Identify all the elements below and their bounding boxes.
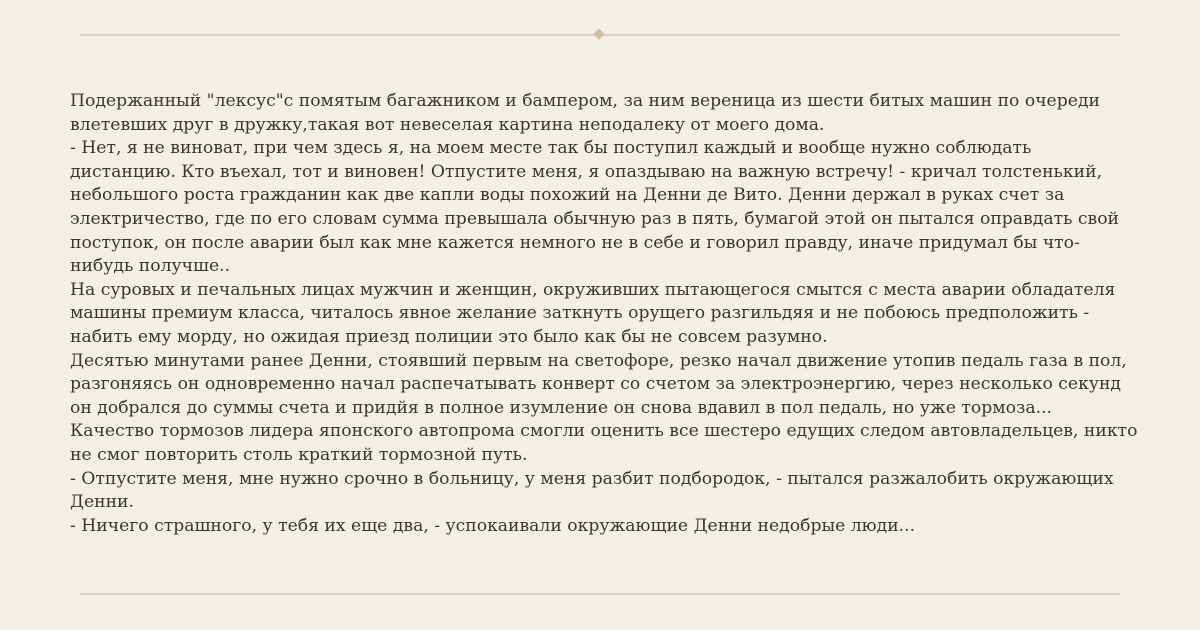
story-paragraph-3: На суровых и печальных лицах мужчин и женщин, окруживших пытающегося смытся с места аварии обладателя машины премиум класса, читалось явное желание заткнуть орущего разгильдяя и не побоюсь предположить - набить ему морду, но ожидая приезд полиции это было как бы не совсем разумно. — [70, 279, 1116, 347]
story-paragraph-2: - Нет, я не виноват, при чем здесь я, на моем месте так бы поступил каждый и вообще нужно соблюдать дистанцию. Кто въехал, тот и виновен! Отпустите меня, я опаздываю на важную встречу! - кричал толстенький, небольшого роста гражданин как две капли воды похожий на Денни де Вито. Денни держал в руках счет за электричество, где по его словам сумма превышала обычную раз в пять, бумагой этой он пытался оправдать свой поступок, он после аварии был как мне кажется немного не в себе и говорил правду, иначе придумал бы что-нибудь получше.. — [70, 138, 1119, 277]
bottom-divider — [80, 593, 1120, 595]
story-text — [70, 90, 1140, 538]
story-paragraph-7: - Ничего страшного, у тебя их еще два, - успокаивали окружающие Денни недобрые люди... — [70, 515, 916, 536]
story-paragraph-5: Качество тормозов лидера японского автопрома смогли оценить все шестеро едущих следом автовладельцев, никто не смог повторить столь краткий тормозной путь. — [70, 421, 1138, 465]
story-paragraph-6: - Отпустите меня, мне нужно срочно в больницу, у меня разбит подбородок, - пытался разжалобить окружающих Денни. — [70, 468, 1114, 513]
story-paragraph-4: Десятью минутами ранее Денни, стоявший первым на светофоре, резко начал движение утопив педаль газа в пол, разгоняясь он одновременно начал распечатывать конверт со счетом за электроэнергию, через несколько секунд он добрался до суммы счета и придйя в полное изумление он снова вдавил в пол педаль, но уже тормоза... — [70, 350, 1127, 418]
story-paragraph-1: Подержанный "лексус"с помятым багажником и бампером, за ним вереница из шести битых машин по очереди влетевших друг в дружку,такая вот невеселая картина неподалеку от моего дома. — [70, 91, 1100, 135]
divider-ornament-icon — [593, 28, 604, 39]
